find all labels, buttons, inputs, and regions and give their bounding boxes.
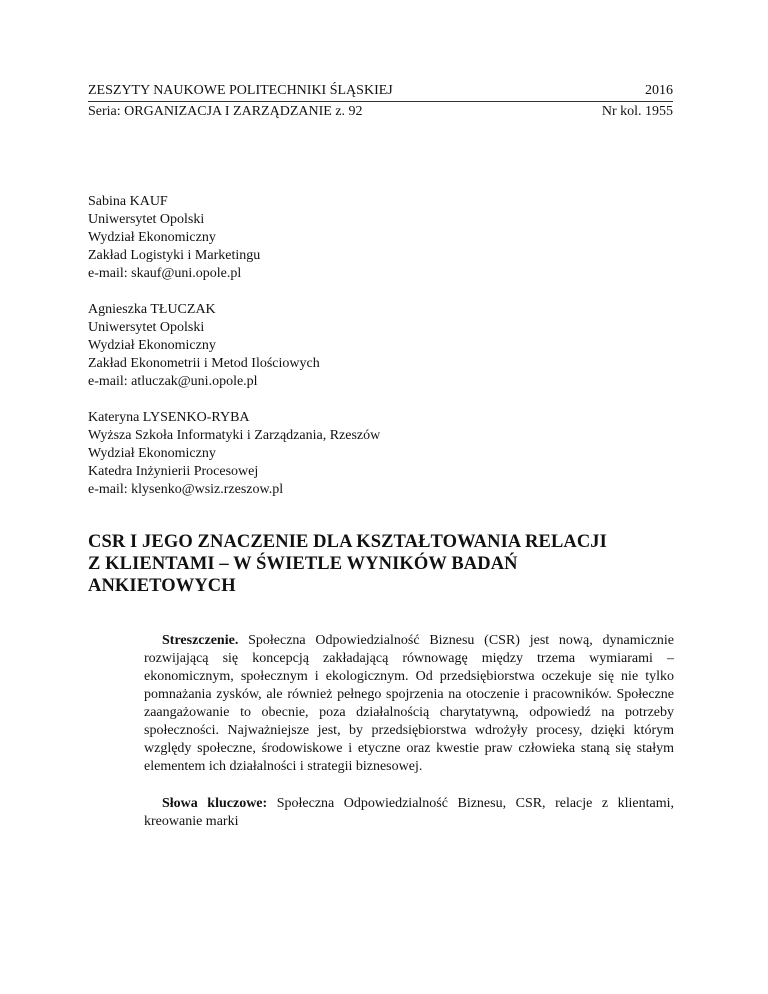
title-line: ANKIETOWYCH (88, 576, 236, 596)
journal-number: Nr kol. 1955 (601, 104, 673, 119)
author-block (88, 193, 648, 283)
author-university: Uniwersytet Opolski (88, 320, 205, 335)
author-department: Katedra Inżynierii Procesowej (88, 464, 259, 479)
author-faculty: Wydział Ekonomiczny (88, 338, 216, 353)
header-row-series (88, 102, 673, 121)
title-line: CSR I JEGO ZNACZENIE DLA KSZTAŁTOWANIA RELACJI (88, 532, 607, 552)
paper-title (88, 531, 688, 597)
author-name: Agnieszka TŁUCZAK (88, 302, 216, 317)
keywords-label: Słowa kluczowe: (162, 796, 268, 811)
author-list (88, 193, 648, 517)
title-line: Z KLIENTAMI – W ŚWIETLE WYNIKÓW BADAŃ (88, 554, 518, 574)
author-department: Zakład Ekonometrii i Metod Ilościowych (88, 356, 320, 371)
author-email: e-mail: atluczak@uni.opole.pl (88, 374, 258, 389)
abstract-text: Społeczna Odpowiedzialność Biznesu (CSR) jest nową, dynamicznie rozwijającą się koncepcją zakładającą równowagę między trzema wymiarami – ekonomicznym, społecznym i ekologicznym. Od przedsiębiorstwa oczekuje się nie tylko pomnażania zysków, ale również pełnego spojrzenia na otoczenie i pracowników. Społeczne zaangażowanie to obecnie, poza działalnością charytatywną, odpowiedź na potrzeby społeczności. Najważniejsze jest, by przedsiębiorstwa wdrożyły procesy, dzięki którym względy społeczne, środowiskowe i etyczne oraz kwestie praw człowieka staną się stałym elementem ich działalności i strategii biznesowej. (144, 633, 675, 774)
author-university: Wyższa Szkoła Informatyki i Zarządzania, Rzeszów (88, 428, 381, 443)
journal-header (88, 82, 673, 121)
abstract-section (144, 632, 674, 831)
author-faculty: Wydział Ekonomiczny (88, 446, 216, 461)
author-block (88, 301, 648, 391)
author-name: Kateryna LYSENKO-RYBA (88, 410, 250, 425)
journal-year: 2016 (645, 83, 673, 98)
journal-series: Seria: ORGANIZACJA I ZARZĄDZANIE z. 92 (88, 104, 363, 119)
author-email: e-mail: skauf@uni.opole.pl (88, 266, 242, 281)
journal-name: ZESZYTY NAUKOWE POLITECHNIKI ŚLĄSKIEJ (88, 83, 393, 98)
author-email: e-mail: klysenko@wsiz.rzeszow.pl (88, 482, 284, 497)
header-row-journal (88, 82, 673, 102)
abstract-paragraph (144, 632, 674, 776)
author-department: Zakład Logistyki i Marketingu (88, 248, 261, 263)
keywords-text: Społeczna Odpowiedzialność Biznesu, CSR, relacje z klientami, kreowanie marki (144, 796, 675, 829)
author-university: Uniwersytet Opolski (88, 212, 205, 227)
author-faculty: Wydział Ekonomiczny (88, 230, 216, 245)
abstract-label: Streszczenie. (162, 633, 239, 648)
author-block (88, 409, 648, 499)
keywords-paragraph (144, 795, 674, 831)
author-name: Sabina KAUF (88, 194, 168, 209)
